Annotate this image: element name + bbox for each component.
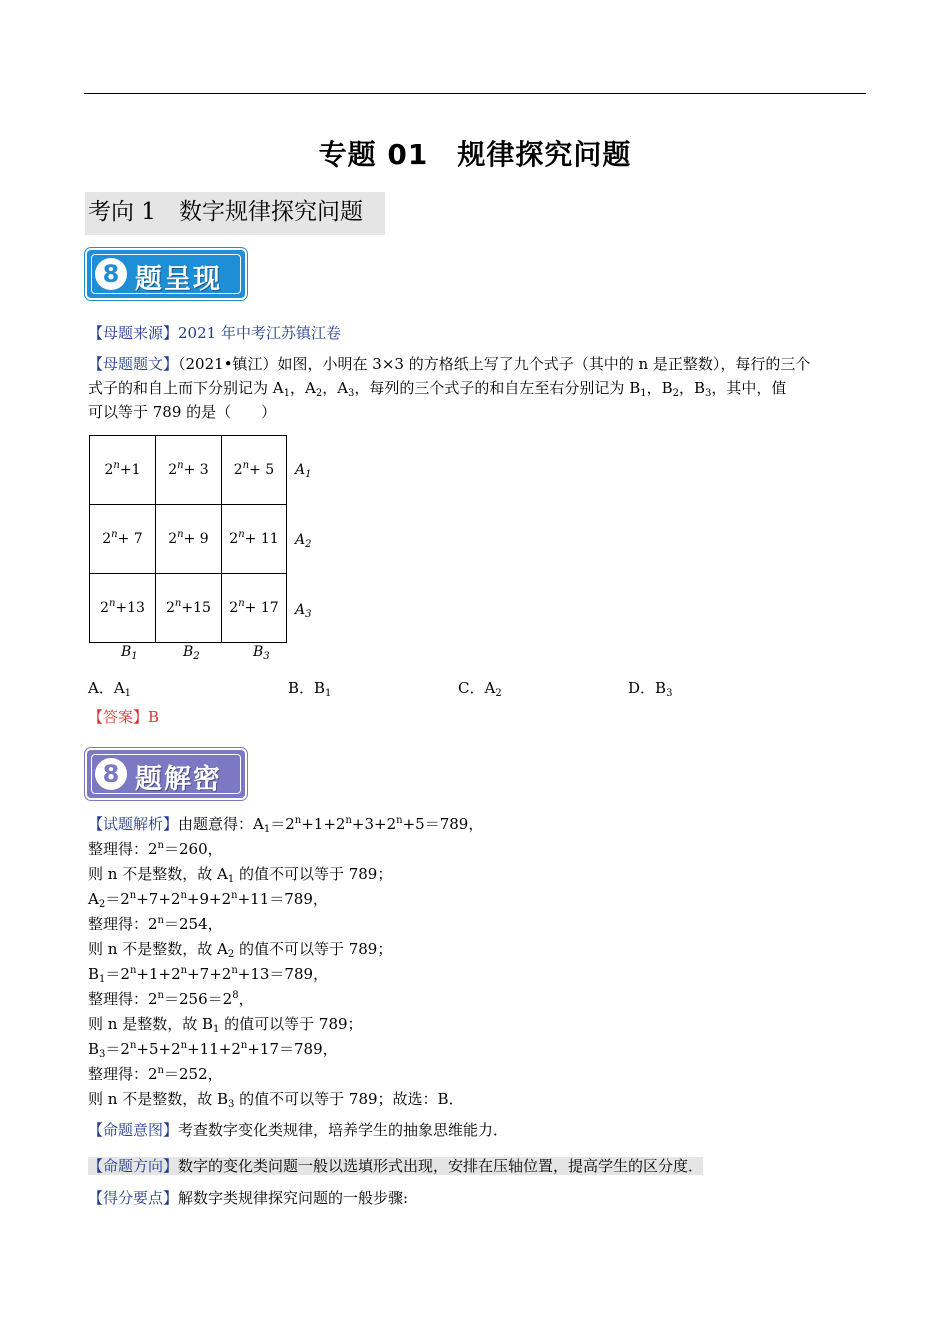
solution-badge bbox=[85, 748, 247, 800]
problem-line-1 bbox=[88, 354, 810, 374]
header-rule bbox=[84, 93, 866, 94]
points-tag: 【得分要点】 bbox=[88, 1189, 179, 1207]
option-b: B．$B_1$ bbox=[288, 679, 332, 699]
sub: 1 bbox=[640, 388, 647, 399]
sub: 3 bbox=[705, 388, 712, 399]
grid-cell: $2^n+ 11$ bbox=[221, 505, 286, 574]
grid-cell: $2^n+ 3$ bbox=[155, 436, 221, 505]
expression-grid bbox=[89, 435, 287, 643]
option-a: A．$A_1$ bbox=[88, 679, 132, 699]
row-label-a1: $A_1$ bbox=[295, 462, 312, 480]
option-d: D．$B_3$ bbox=[628, 679, 673, 699]
analysis-line-7: $B_1=2^n+1+2^n+7+2^n+13=789$， bbox=[88, 965, 329, 985]
col-label-b3: $B_3$ bbox=[253, 644, 270, 662]
sub: 1 bbox=[283, 388, 290, 399]
problem-text-2d: ，每列的三个式子的和自左至右分别记为 B bbox=[354, 379, 641, 397]
badge-digit: 8 bbox=[95, 258, 127, 290]
grid-row bbox=[90, 574, 287, 643]
analysis-line-3: 则 n 不是整数，故 $A_1$ 的值不可以等于 789； bbox=[88, 865, 393, 885]
problem-text-2e: ，B bbox=[646, 379, 673, 397]
grid-cell: $2^n+15$ bbox=[155, 574, 221, 643]
problem-text-1: （2021•镇江）如图，小明在 3×3 的方格纸上写了九个式子（其中的 n 是正整数），每行的三个 bbox=[178, 355, 811, 373]
badge-text: 题呈现 bbox=[135, 264, 222, 295]
col-label-b1: $B_1$ bbox=[121, 644, 138, 662]
grid-row bbox=[90, 505, 287, 574]
badge-text: 题解密 bbox=[135, 764, 222, 795]
analysis-line-2: 整理得：$2^n=260$， bbox=[88, 840, 223, 858]
col-label-b2: $B_2$ bbox=[183, 644, 200, 662]
grid-cell: $2^n+ 5$ bbox=[221, 436, 286, 505]
points-text: 解数字类规律探究问题的一般步骤: bbox=[178, 1189, 409, 1207]
analysis-line-10: $B_3=2^n+5+2^n+11+2^n+17=789$， bbox=[88, 1040, 338, 1060]
grid-cell: $2^n+1$ bbox=[90, 436, 156, 505]
source-tag: 【母题来源】 bbox=[88, 324, 179, 342]
points-line bbox=[88, 1188, 408, 1208]
grid-cell: $2^n+13$ bbox=[90, 574, 156, 643]
direction-tag: 【命题方向】 bbox=[88, 1157, 179, 1175]
source-text: 2021 年中考江苏镇江卷 bbox=[178, 324, 341, 342]
grid-row bbox=[90, 436, 287, 505]
grid-cell: $2^n+ 17$ bbox=[221, 574, 286, 643]
answer-tag: 【答案】 bbox=[88, 708, 149, 726]
problem-line-3: 可以等于 789 的是（ ） bbox=[88, 403, 277, 421]
sub: 2 bbox=[315, 388, 323, 399]
row-label-a2: $A_2$ bbox=[295, 532, 312, 550]
analysis-line-12: 则 n 不是整数，故 $B_3$ 的值不可以等于 789；故选：B． bbox=[88, 1090, 464, 1110]
analysis-line-9: 则 n 是整数，故 $B_1$ 的值可以等于 789； bbox=[88, 1015, 363, 1035]
grid-cell: $2^n+ 7$ bbox=[90, 505, 156, 574]
row-label-a3: $A_3$ bbox=[295, 602, 312, 620]
analysis-line-11: 整理得：$2^n=252$， bbox=[88, 1065, 223, 1083]
source-line bbox=[88, 323, 341, 343]
analysis-line-1: 【试题解析】由题意得：$A_1=2^n+1+2^n+3+2^n+5=789$， bbox=[88, 815, 484, 835]
badge-digit: 8 bbox=[95, 758, 127, 790]
option-c: C．$A_2$ bbox=[458, 679, 502, 699]
direction-text: 数字的变化类问题一般以选填形式出现，安排在压轴位置，提高学生的区分度． bbox=[178, 1157, 704, 1175]
analysis-line-4: $A_2=2^n+7+2^n+9+2^n+11=789$， bbox=[88, 890, 328, 910]
intent-text: 考查数字变化类规律，培养学生的抽象思维能力． bbox=[178, 1121, 509, 1139]
direction-line bbox=[88, 1156, 703, 1176]
analysis-line-8: 整理得：$2^n=256=2^8$， bbox=[88, 990, 254, 1008]
section-heading: 考向 1 数字规律探究问题 bbox=[85, 192, 385, 235]
analysis-line-6: 则 n 不是整数，故 $A_2$ 的值不可以等于 789； bbox=[88, 940, 393, 960]
sub: 3 bbox=[348, 388, 355, 399]
answer-value: B bbox=[148, 708, 160, 726]
analysis-tag: 【试题解析】 bbox=[88, 815, 179, 833]
problem-presentation-badge bbox=[85, 248, 247, 300]
answer-line bbox=[88, 707, 159, 727]
document-title: 专题 01 规律探究问题 bbox=[318, 138, 632, 171]
intent-line bbox=[88, 1120, 508, 1140]
problem-line-2 bbox=[88, 378, 786, 398]
problem-text-2g: ，其中，值 bbox=[711, 379, 787, 397]
analysis-line-5: 整理得：$2^n=254$， bbox=[88, 915, 223, 933]
problem-text-2c: ，A bbox=[322, 379, 349, 397]
problem-text-2b: ，A bbox=[289, 379, 316, 397]
problem-text-2a: 式子的和自上而下分别记为 A bbox=[88, 379, 284, 397]
intent-tag: 【命题意图】 bbox=[88, 1121, 179, 1139]
sub: 2 bbox=[672, 388, 679, 399]
problem-text-2f: ，B bbox=[679, 379, 706, 397]
problem-tag: 【母题题文】 bbox=[88, 355, 179, 373]
grid-cell: $2^n+ 9$ bbox=[155, 505, 221, 574]
